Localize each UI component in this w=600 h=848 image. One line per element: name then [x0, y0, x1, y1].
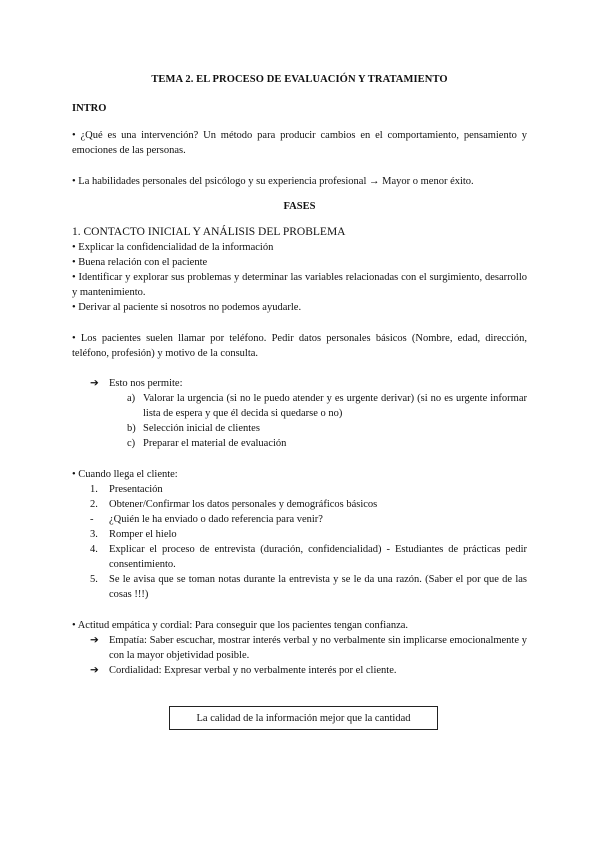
- list-item: [72, 482, 527, 497]
- document-page: [72, 72, 527, 678]
- section-1-title: 1. CONTACTO INICIAL Y ANÁLISIS DEL PROBLEMA: [72, 226, 346, 238]
- bullet-item: • Derivar al paciente si nosotros no podemos ayudarle.: [72, 302, 302, 313]
- arrow-icon: ➔: [90, 635, 99, 646]
- intro-paragraph-1: • ¿Qué es una intervención? Un método para producir cambios en el comportamiento, pensamiento y emociones de las personas.: [72, 130, 527, 156]
- list-item: [72, 497, 527, 512]
- list-item-text: Presentación: [109, 484, 163, 495]
- list-marker: 2.: [90, 499, 98, 510]
- list-marker: 4.: [90, 544, 98, 555]
- intro-paragraph-2: • La habilidades personales del psicólogo y su experiencia profesional → Mayor o menor éxito.: [72, 176, 474, 187]
- list-item-text: Romper el hielo: [109, 529, 177, 540]
- highlight-box-text: La calidad de la información mejor que la cantidad: [196, 712, 411, 724]
- list-item: [72, 391, 527, 421]
- empatia-text: Empatía: Saber escuchar, mostrar interés verbal y no verbalmente sin implicarse emocionalmente y con la mayor objetividad posible.: [109, 635, 527, 661]
- list-item: [72, 421, 527, 436]
- list-item-text: Selección inicial de clientes: [143, 423, 260, 434]
- list-marker: 3.: [90, 529, 98, 540]
- list-item: [72, 572, 527, 602]
- page-title: TEMA 2. EL PROCESO DE EVALUACIÓN Y TRATAMIENTO: [151, 74, 448, 85]
- permite-item: [72, 376, 527, 391]
- list-item-text: Valorar la urgencia (si no le puedo atender y es urgente derivar) (si no es urgente informar lista de espera y que él decida si quedarse o no): [143, 393, 527, 419]
- list-marker: a): [127, 393, 136, 404]
- list-item: [72, 527, 527, 542]
- cordialidad-item: [72, 663, 527, 678]
- empatia-item: [72, 633, 527, 663]
- list-marker: b): [127, 423, 136, 434]
- arrow-icon: ➔: [90, 378, 99, 389]
- cordialidad-text: Cordialidad: Expresar verbal y no verbalmente interés por el cliente.: [109, 665, 397, 676]
- highlight-box: [169, 706, 438, 730]
- llega-list: [72, 482, 527, 602]
- list-item-text: Obtener/Confirmar los datos personales y demográficos básicos: [109, 499, 378, 510]
- list-item-text: Preparar el material de evaluación: [143, 438, 287, 449]
- actitud-label: • Actitud empática y cordial: Para conseguir que los pacientes tengan confianza.: [72, 620, 409, 631]
- list-item-text: Explicar el proceso de entrevista (duración, confidencialidad) - Estudiantes de prácticas pedir consentimiento.: [109, 544, 527, 570]
- bullet-item: • Identificar y explorar sus problemas y determinar las variables relacionadas con el surgimiento, desarrollo y mantenimiento.: [72, 272, 527, 298]
- sub-list-item-text: ¿Quién le ha enviado o dado referencia para venir?: [109, 514, 323, 525]
- permite-list: [72, 391, 527, 451]
- list-item: [72, 542, 527, 572]
- list-item: [72, 436, 527, 451]
- telefono-paragraph: • Los pacientes suelen llamar por teléfono. Pedir datos personales básicos (Nombre, edad, dirección, teléfono, profesión) y motivo de la consulta.: [72, 333, 527, 359]
- dash-marker: -: [90, 514, 94, 525]
- list-marker: c): [127, 438, 136, 449]
- arrow-icon: ➔: [90, 665, 99, 676]
- list-marker: 1.: [90, 484, 98, 495]
- intro-heading: INTRO: [72, 103, 107, 114]
- list-marker: 5.: [90, 574, 98, 585]
- sub-list-item: [72, 512, 527, 527]
- fases-heading: FASES: [283, 201, 316, 212]
- bullet-item: • Buena relación con el paciente: [72, 257, 208, 268]
- list-item-text: Se le avisa que se toman notas durante la entrevista y se le da una razón. (Saber el por que de las cosas !!!): [109, 574, 527, 600]
- bullet-item: • Explicar la confidencialidad de la información: [72, 242, 274, 253]
- llega-label: • Cuando llega el cliente:: [72, 469, 178, 480]
- permite-label: Esto nos permite:: [109, 378, 183, 389]
